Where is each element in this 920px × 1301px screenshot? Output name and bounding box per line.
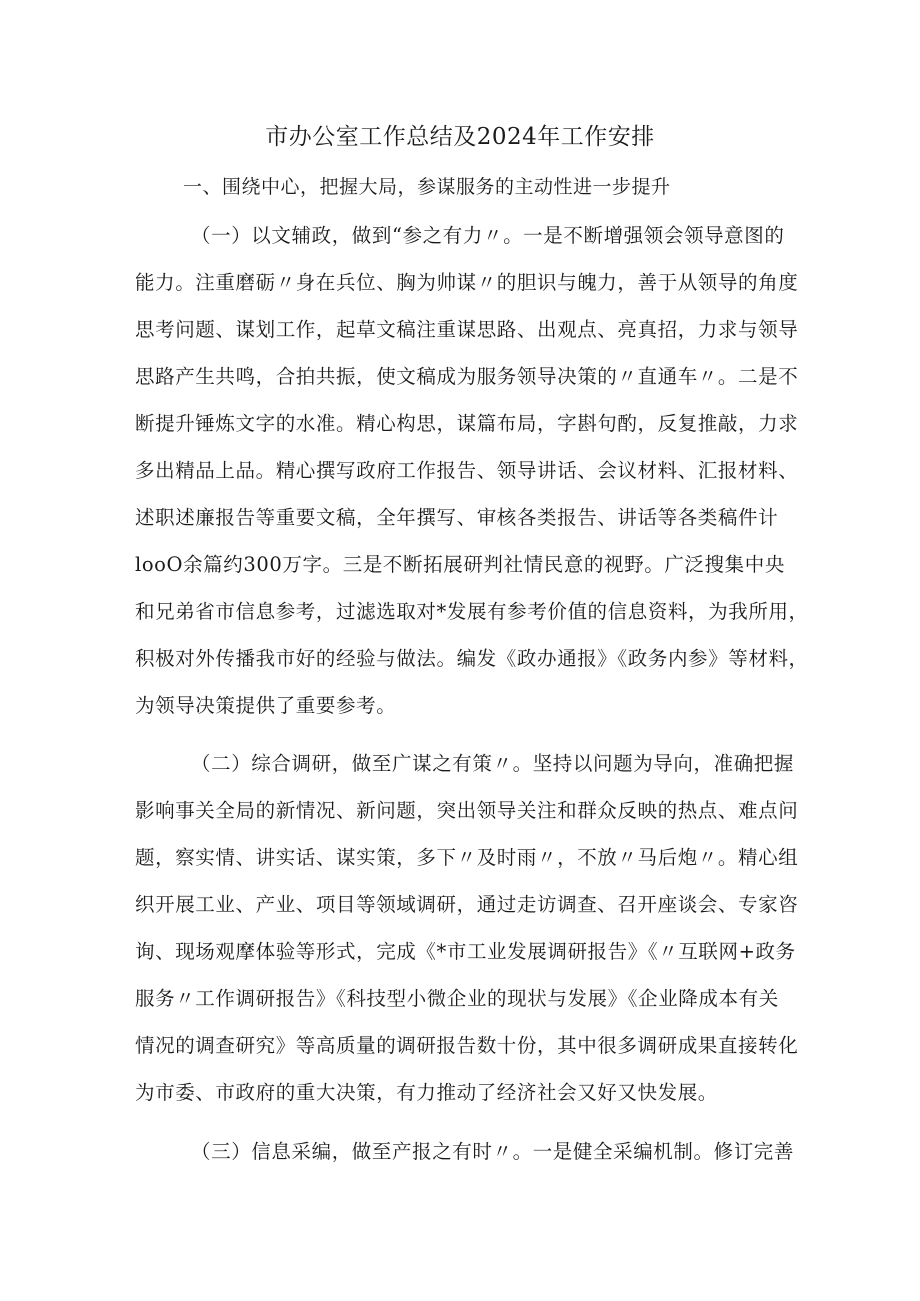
- paragraph-line: 积极对外传播我市好的经验与做法。编发《政办通报》《政务内参》等材料，: [135, 647, 809, 670]
- paragraph-line: 为领导决策提供了重要参考。: [135, 694, 397, 717]
- paragraph-line: 为市委、市政府的重大决策，有力推动了经济社会又好又快发展。: [135, 1081, 718, 1104]
- paragraph-2: [135, 740, 799, 1116]
- paragraph-line: （一）以文辅政，做到“参之有力〃。一是不断增强领会领导意图的: [191, 224, 785, 247]
- paragraph-line: 询、现场观摩体验等形式，完成《*市工业发展调研报告》《〃互联网+政务: [135, 940, 796, 963]
- paragraph-line: （二）综合调研，做至广谋之有策〃。坚持以问题为导向，准确把握: [191, 752, 795, 775]
- paragraph-line: 情况的调查研究》等高质量的调研报告数十份，其中很多调研成果直接转化: [135, 1034, 799, 1057]
- paragraph-line: 能力。注重磨砺〃身在兵位、胸为帅谋〃的胆识与魄力，善于从领导的角度: [135, 271, 799, 294]
- paragraph-line: 思路产生共鸣，合拍共振，使文稿成为服务领导决策的〃直通车〃。二是不: [135, 365, 799, 388]
- section-heading: 一、围绕中心，把握大局，参谋服务的主动性进一步提升: [183, 176, 671, 198]
- paragraph-line: 织开展工业、产业、项目等领域调研，通过走访调查、召开座谈会、专家咨: [135, 893, 799, 916]
- paragraph-line: （三）信息采编，做至产报之有时〃。一是健全采编机制。修订完善: [191, 1140, 795, 1163]
- paragraph-line: 服务〃工作调研报告》《科技型小微企业的现状与发展》《企业降成本有关: [135, 987, 779, 1010]
- paragraph-line: 多出精品上品。精心撰写政府工作报告、领导讲话、会议材料、汇报材料、: [135, 459, 799, 482]
- paragraph-1: [135, 212, 809, 729]
- paragraph-line: 断提升锤炼文字的水准。精心构思，谋篇布局，字斟句酌，反复推敲，力求: [135, 412, 799, 435]
- paragraph-3: [135, 1128, 795, 1175]
- paragraph-line: looO余篇约300万字。三是不断拓展研判社情民意的视野。广泛搜集中央: [135, 553, 785, 576]
- paragraph-line: 和兄弟省市信息参考，过滤选取对*发展有参考价值的信息资料，为我所用，: [135, 600, 809, 623]
- document-title: 市办公室工作总结及2024年工作安排: [265, 124, 655, 150]
- paragraph-line: 思考问题、谋划工作，起草文稿注重谋思路、出观点、亮真招，力求与领导: [135, 318, 799, 341]
- paragraph-line: 述职述廉报告等重要文稿，全年撰写、审核各类报告、讲话等各类稿件计: [135, 506, 779, 529]
- paragraph-line: 影响事关全局的新情况、新问题，突出领导关注和群众反映的热点、难点问: [135, 799, 799, 822]
- paragraph-line: 题，察实情、讲实话、谋实策，多下〃及时雨〃，不放〃马后炮〃。精心组: [135, 846, 799, 869]
